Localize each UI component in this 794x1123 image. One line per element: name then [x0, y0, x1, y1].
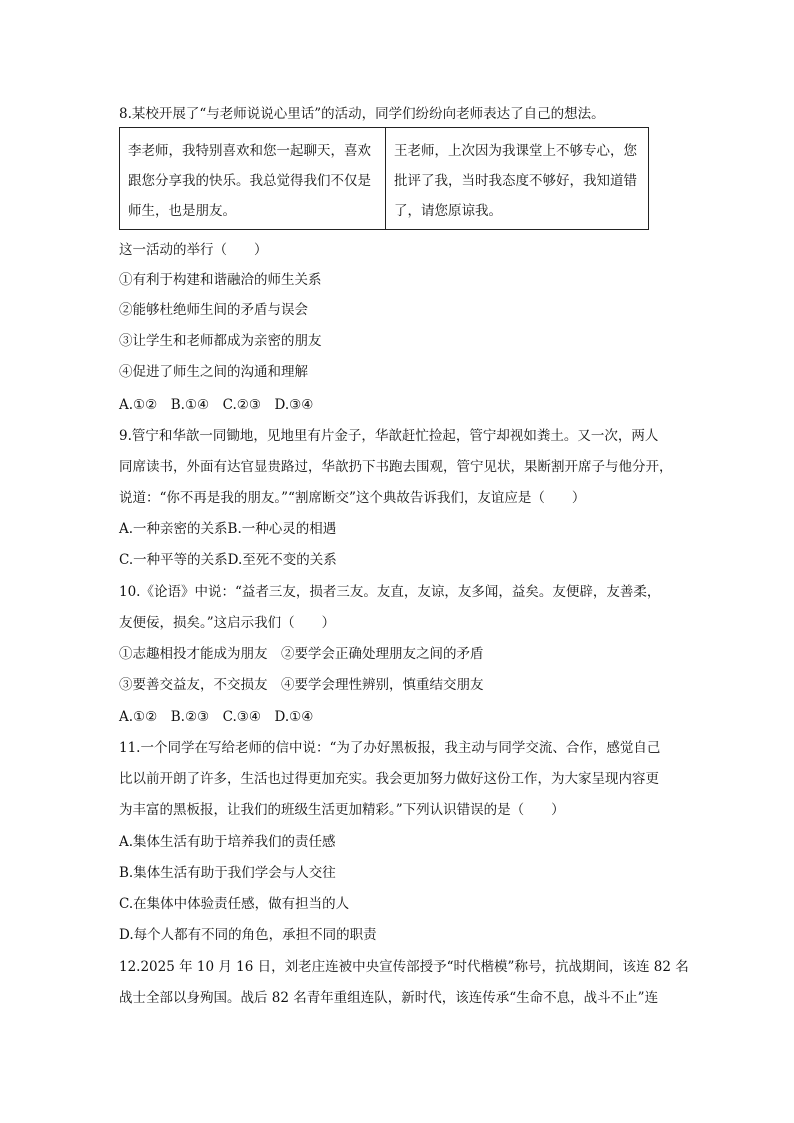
- q9-text-line: 同席读书，外面有达官显贵路过，华歆扔下书跑去围观，管宁见状，果断割开席子与他分开，: [119, 459, 673, 475]
- q12-text-line: 12.2025 年 10 月 16 日，刘老庄连被中央宣传部授予“时代楷模”称号，抗战期间，该连 82 名: [119, 959, 689, 975]
- q8-statement: ④促进了师生之间的沟通和理解: [119, 364, 308, 380]
- q8-table-left-line: 李老师，我特别喜欢和您一起聊天，喜欢: [128, 143, 371, 159]
- q8-table-cell-right: [386, 128, 648, 229]
- q10-statements: ①志趣相投才能成为朋友 ②要学会正确处理朋友之间的矛盾: [119, 646, 484, 662]
- q11-option: B.集体生活有助于我们学会与人交往: [119, 865, 336, 881]
- q11-text-line: 比以前开朗了许多，生活也过得更加充实。我会更加努力做好这份工作，为大家呈现内容更: [119, 771, 659, 787]
- q8-table-left-line: 师生，也是朋友。: [128, 203, 236, 219]
- q10-text-line: 10.《论语》中说：“益者三友，损者三友。友直，友谅，友多闻，益矣。友便辟，友善柔，: [119, 584, 661, 600]
- q11-text-line: 为丰富的黑板报，让我们的班级生活更加精彩。”下列认识错误的是（ ）: [119, 802, 565, 818]
- q8-table-left-line: 跟您分享我的快乐。我总觉得我们不仅是: [128, 173, 371, 189]
- q8-statement: ①有利于构建和谐融洽的师生关系: [119, 272, 322, 288]
- q10-text-line: 友便佞，损矣。”这启示我们（ ）: [119, 615, 336, 631]
- q11-option: C.在集体中体验责任感，做有担当的人: [119, 896, 350, 912]
- q8-options: A.①② B.①④ C.②③ D.③④: [119, 397, 314, 413]
- q9-text-line: 9.管宁和华歆一同锄地，见地里有片金子，华歆赶忙捡起，管宁却视如粪土。又一次，两人: [119, 428, 659, 444]
- q8-stem: 8.某校开展了“与老师说说心里话”的活动，同学们纷纷向老师表达了自己的想法。: [119, 106, 605, 122]
- q9-text-line: 说道：“你不再是我的朋友。”“割席断交”这个典故告诉我们，友谊应是（ ）: [119, 490, 586, 506]
- q8-statement: ②能够杜绝师生间的矛盾与误会: [119, 302, 308, 318]
- q8-table-right-line: 批评了我，当时我态度不够好，我知道错: [394, 173, 637, 189]
- q11-option: A.集体生活有助于培养我们的责任感: [119, 834, 336, 850]
- q10-statements: ③要善交益友，不交损友 ④要学会理性辨别，慎重结交朋友: [119, 677, 484, 693]
- q11-option: D.每个人都有不同的角色，承担不同的职责: [119, 927, 377, 943]
- q8-statement: ③让学生和老师都成为亲密的朋友: [119, 333, 322, 349]
- q12-text-line: 战士全部以身殉国。战后 82 名青年重组连队，新时代，该连传承“生命不息，战斗不止”连: [119, 990, 659, 1006]
- q8-table-right-line: 王老师，上次因为我课堂上不够专心，您: [394, 143, 637, 159]
- q9-options-ab: A.一种亲密的关系B.一种心灵的相遇: [119, 521, 337, 537]
- q8-table-right-line: 了，请您原谅我。: [394, 203, 502, 219]
- q10-options: A.①② B.②③ C.③④ D.①④: [119, 709, 314, 725]
- q8-table-cell-left: [120, 128, 386, 229]
- q11-text-line: 11.一个同学在写给老师的信中说：“为了办好黑板报，我主动与同学交流、合作，感觉自己: [119, 740, 661, 756]
- q8-prompt: 这一活动的举行（ ）: [119, 242, 268, 258]
- q8-quote-table: [119, 127, 649, 230]
- q9-options-cd: C.一种平等的关系D.至死不变的关系: [119, 552, 337, 568]
